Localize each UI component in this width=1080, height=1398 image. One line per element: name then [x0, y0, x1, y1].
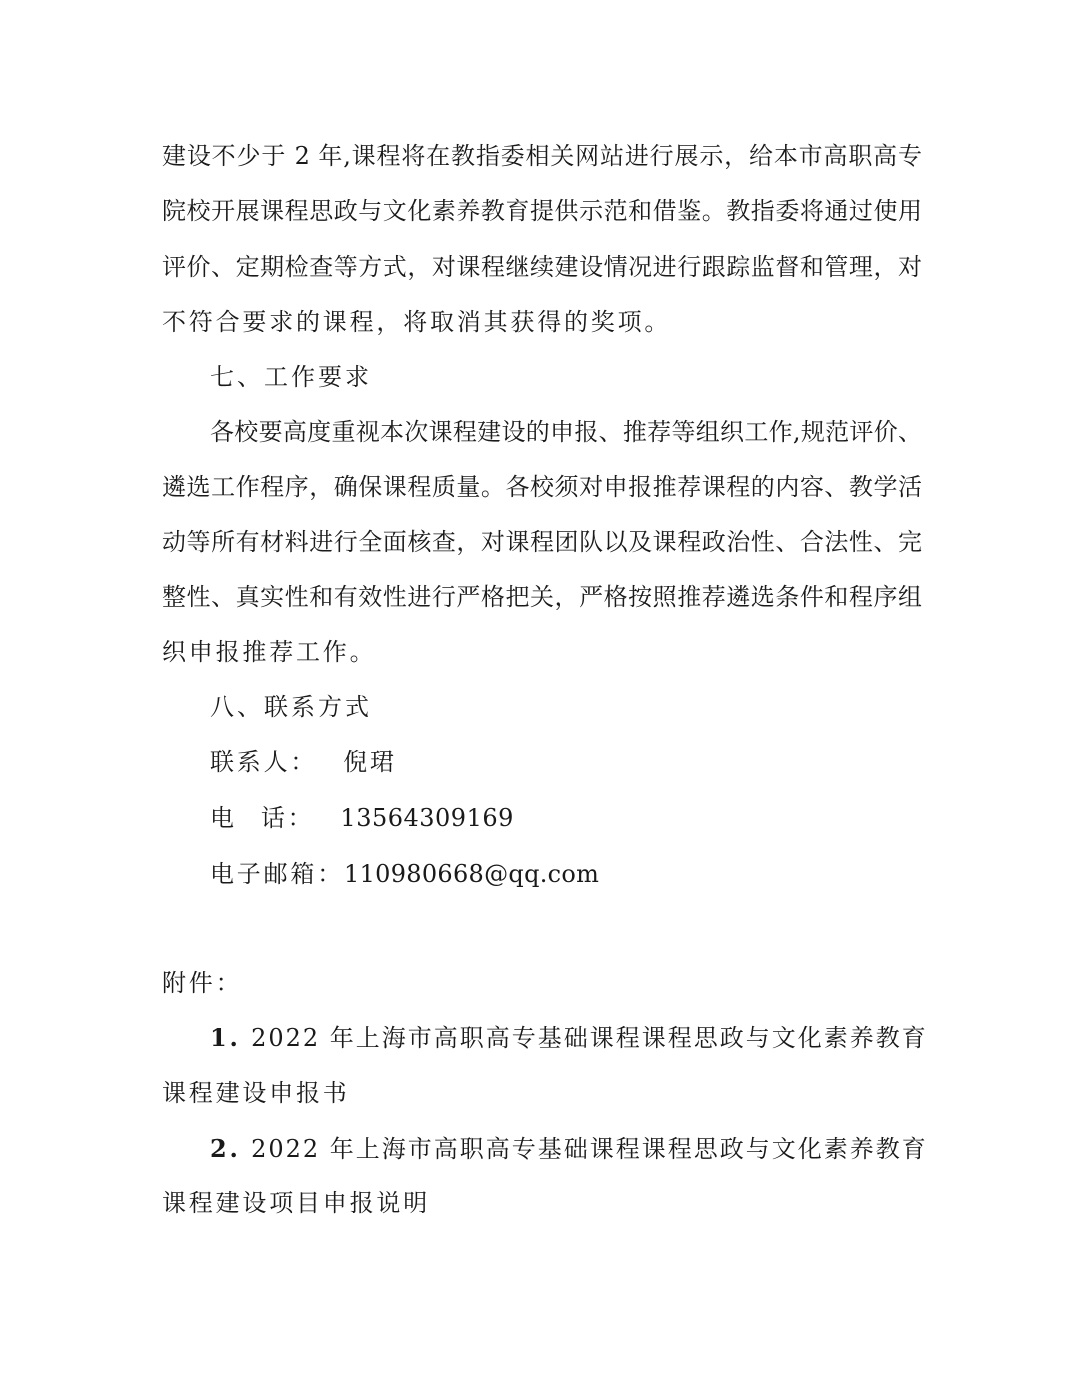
attachment-title-line2: 课程建设申报书 [162, 1079, 350, 1107]
section-heading-work-requirements: 七、工作要求 [210, 363, 372, 391]
paragraph-line: 动等所有材料进行全面核查，对课程团队以及课程政治性、合法性、完 [162, 528, 922, 556]
paragraph-line: 建设不少于 2 年,课程将在教指委相关网站进行展示，给本市高职高专 [162, 142, 922, 170]
contact-phone-label-char: 电 [210, 804, 237, 832]
contact-phone-label: 话： [260, 804, 315, 832]
attachment-number: 1. [210, 1023, 241, 1052]
section-heading-contact: 八、联系方式 [210, 693, 372, 721]
paragraph-line: 遴选工作程序，确保课程质量。各校须对申报推荐课程的内容、教学活 [162, 473, 922, 501]
contact-phone-value: 13564309169 [340, 804, 514, 832]
paragraph-line: 院校开展课程思政与文化素养教育提供示范和借鉴。教指委将通过使用 [162, 197, 922, 225]
paragraph-line: 评价、定期检查等方式，对课程继续建设情况进行跟踪监督和管理，对 [162, 253, 922, 281]
attachment-title-line1: 2022 年上海市高职高专基础课程课程思政与文化素养教育 [251, 1024, 928, 1052]
contact-email-value: 110980668@qq.com [344, 860, 600, 888]
attachment-title-line1: 2022 年上海市高职高专基础课程课程思政与文化素养教育 [251, 1135, 928, 1163]
contact-person-row [210, 746, 397, 778]
contact-phone-row [210, 802, 514, 834]
contact-person-value: 倪珺 [343, 748, 397, 776]
paragraph-line: 各校要高度重视本次课程建设的申报、推荐等组织工作,规范评价、 [210, 418, 922, 446]
attachment-item [210, 1133, 928, 1165]
attachments-label: 附件： [162, 969, 243, 997]
attachment-title-line2: 课程建设项目申报说明 [162, 1189, 430, 1217]
contact-email-label: 电子邮箱： [210, 860, 344, 888]
paragraph-line: 整性、真实性和有效性进行严格把关，严格按照推荐遴选条件和程序组 [162, 583, 922, 611]
paragraph-line: 织申报推荐工作。 [162, 638, 377, 666]
paragraph-line: 不符合要求的课程，将取消其获得的奖项。 [162, 308, 672, 336]
contact-person-label: 联系人： [210, 748, 318, 776]
contact-email-row [210, 858, 599, 890]
attachment-number: 2. [210, 1134, 241, 1163]
attachment-item [210, 1022, 928, 1054]
